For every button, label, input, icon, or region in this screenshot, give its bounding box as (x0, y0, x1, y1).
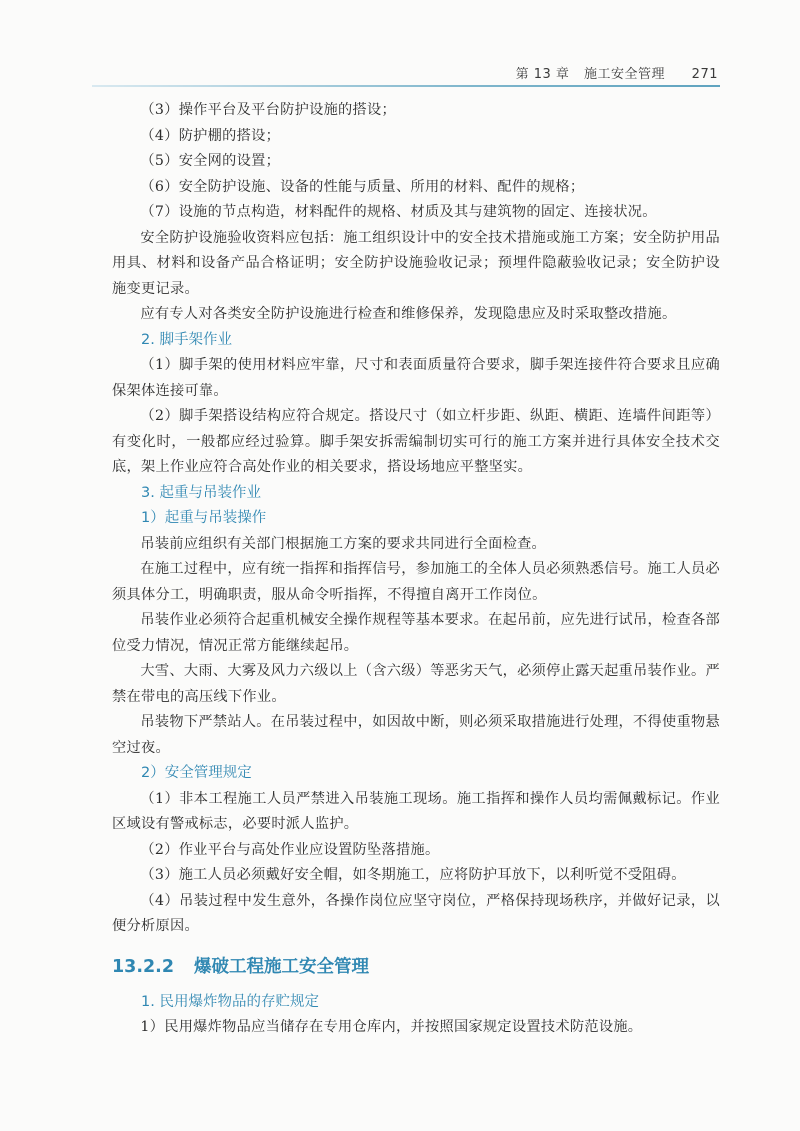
paragraph: （5）安全网的设置； (140, 153, 281, 169)
paragraph: 吊装作业必须符合起重机械安全操作规程等基本要求。在起吊前，应先进行试吊，检查各部位受力情况，情况正常方能继续起吊。 (112, 612, 720, 654)
paragraph: 在施工过程中，应有统一指挥和指挥信号，参加施工的全体人员必须熟悉信号。施工人员必须具体分工，明确职责，服从命令听指挥，不得擅自离开工作岗位。 (112, 561, 720, 603)
paragraph: （3）施工人员必须戴好安全帽，如冬期施工，应将防护耳放下，以利听觉不受阻碍。 (140, 867, 686, 883)
header-rule (92, 85, 720, 87)
paragraph: 1）民用爆炸物品应当储存在专用仓库内，并按照国家规定设置技术防范设施。 (140, 1019, 643, 1035)
page-number: 271 (691, 67, 718, 82)
paragraph: （1）非本工程施工人员严禁进入吊装施工现场。施工指挥和操作人员均需佩戴标记。作业区域设有警戒标志，必要时派人监护。 (112, 790, 720, 832)
section-number: 13.2.2 (112, 956, 175, 977)
subsection-heading: 3. 起重与吊装作业 (141, 484, 261, 501)
chapter-title: 施工安全管理 (584, 67, 666, 82)
subsection-heading: 2. 脚手架作业 (141, 331, 232, 348)
paragraph: （6）安全防护设施、设备的性能与质量、所用的材料、配件的规格； (140, 178, 585, 195)
paragraph: （2）作业平台与高处作业应设置防坠落措施。 (140, 841, 440, 858)
paragraph: 应有专人对各类安全防护设施进行检查和维修保养，发现隐患应及时采取整改措施。 (140, 306, 677, 322)
paragraph: （4）防护棚的搭设； (140, 127, 281, 144)
subsection-heading: 1. 民用爆炸物品的存贮规定 (141, 993, 319, 1010)
chapter-number: 第 13 章 (515, 67, 570, 82)
paragraph: 吊装前应组织有关部门根据施工方案的要求共同进行全面检查。 (140, 535, 547, 552)
paragraph: （2）脚手架搭设结构应符合规定。搭设尺寸（如立杆步距、纵距、横距、连墙件间距等）有变化时，一般都应经过验算。脚手架安拆需编制切实可行的施工方案并进行具体安全技术交底，架上作业应符合高处作业的相关要求，搭设场地应平整坚实。 (112, 408, 720, 475)
header-text (506, 63, 718, 82)
paragraph: （1）脚手架的使用材料应牢靠，尺寸和表面质量符合要求，脚手架连接件符合要求且应确保架体连接可靠。 (112, 357, 720, 399)
section-title: 爆破工程施工安全管理 (194, 956, 370, 977)
paragraph: （7）设施的节点构造，材料配件的规格、材质及其与建筑物的固定、连接状况。 (140, 204, 657, 220)
paragraph: 吊装物下严禁站人。在吊装过程中，如因故中断，则必须采取措施进行处理，不得使重物悬空过夜。 (112, 714, 720, 756)
paragraph: （3）操作平台及平台防护设施的搭设； (140, 102, 397, 118)
paragraph: （4）吊装过程中发生意外，各操作岗位应坚守岗位，严格保持现场秩序，并做好记录，以便分析原因。 (112, 892, 720, 934)
paragraph: 安全防护设施验收资料应包括：施工组织设计中的安全技术措施或施工方案；安全防护用品用具、材料和设备产品合格证明；安全防护设施验收记录；预埋件隐蔽验收记录；安全防护设施变更记录。 (112, 229, 720, 297)
page-body (112, 98, 720, 1041)
paragraph: 大雪、大雨、大雾及风力六级以上（含六级）等恶劣天气，必须停止露天起重吊装作业。严禁在带电的高压线下作业。 (112, 663, 720, 705)
running-header (0, 54, 800, 94)
subsection-heading: 2）安全管理规定 (141, 765, 252, 781)
section-heading (112, 952, 720, 982)
subsection-heading: 1）起重与吊装操作 (141, 510, 267, 526)
